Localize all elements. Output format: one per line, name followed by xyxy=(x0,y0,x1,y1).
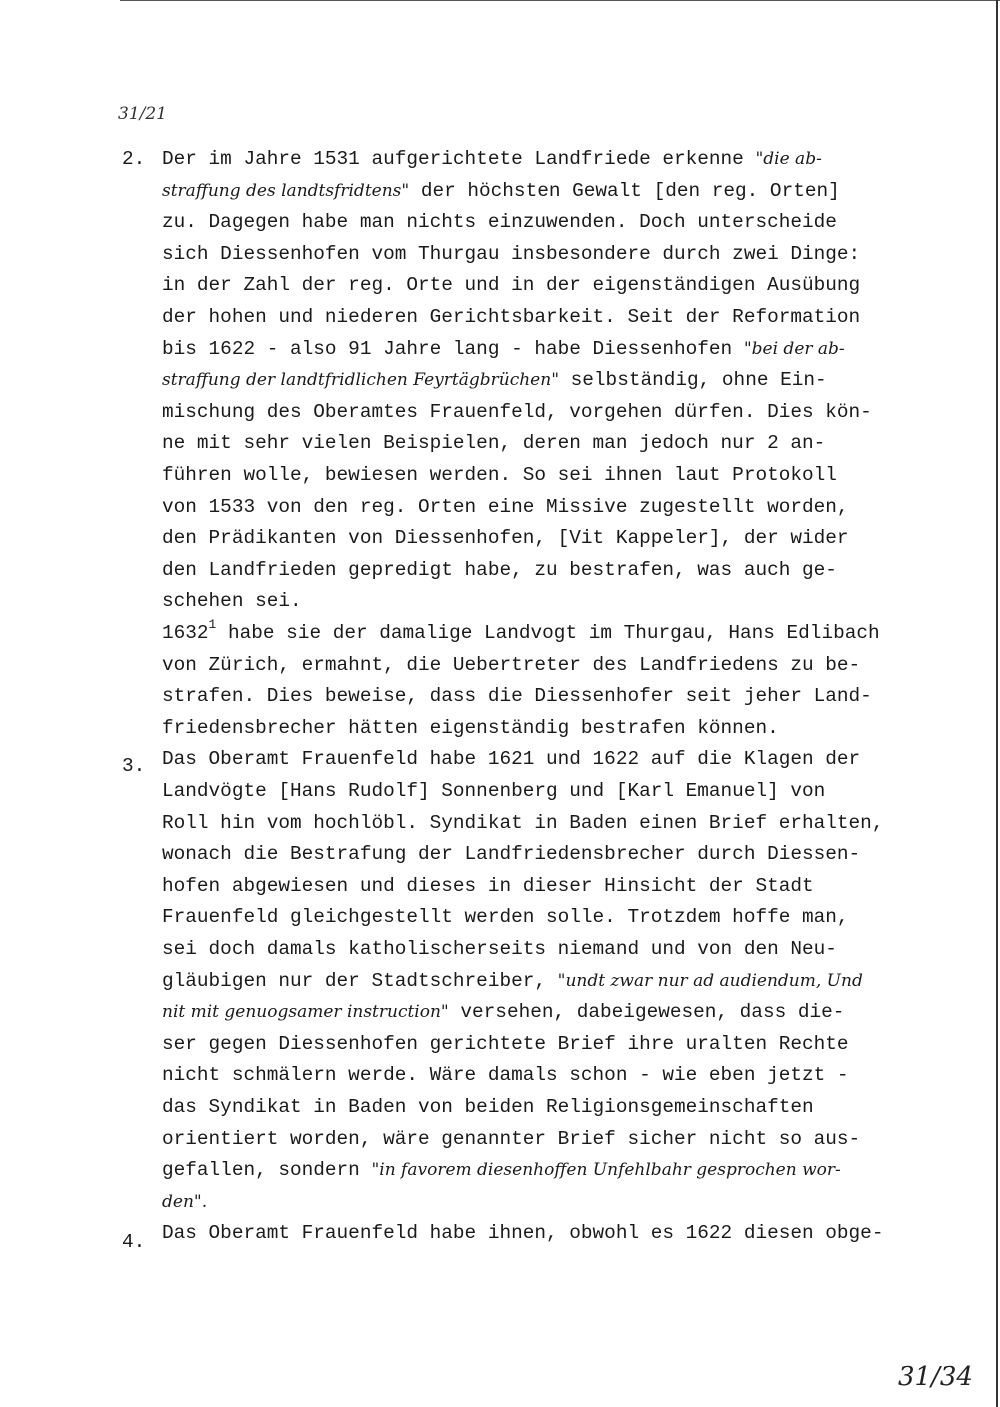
quoted-italic-text: den". xyxy=(162,1191,208,1212)
text-line xyxy=(162,874,814,897)
text-span: habe sie der damalige Landvogt im Thurgau, Hans Edlibach xyxy=(216,622,880,644)
text-line xyxy=(162,242,861,265)
quoted-italic-text: nit mit genuogsamer instruction" xyxy=(162,1002,449,1023)
text-span: Landvögte [Hans Rudolf] Sonnenberg und [Karl Emanuel] von xyxy=(162,780,826,802)
text-line xyxy=(162,1098,814,1117)
text-line xyxy=(162,529,849,548)
text-span: gefallen, sondern xyxy=(162,1159,372,1182)
text-line xyxy=(162,782,825,801)
text-span: ser gegen Diessenhofen gerichtete Brief ihre uralten Rechte xyxy=(162,1032,849,1055)
text-line xyxy=(162,687,872,706)
text-line xyxy=(162,558,837,581)
text-line xyxy=(162,1193,207,1212)
text-span: führen wolle, bewiesen werden. So sei ihnen laut Protokoll xyxy=(162,464,837,486)
text-span: den Landfrieden gepredigt habe, zu bestrafen, was auch ge- xyxy=(162,558,837,581)
text-line xyxy=(162,969,863,992)
text-line xyxy=(162,940,837,959)
text-span: von 1533 von den reg. Orten eine Missive zugestellt worden, xyxy=(162,495,849,518)
scan-border-top xyxy=(120,0,1000,1)
text-line xyxy=(162,845,860,864)
text-span: sei doch damals katholischerseits niemand und von den Neu- xyxy=(162,938,837,960)
text-line xyxy=(162,1224,883,1243)
text-span: Das Oberamt Frauenfeld habe ihnen, obwohl es 1622 diesen obge- xyxy=(162,1222,884,1245)
text-span: Das Oberamt Frauenfeld habe 1621 und 1622 auf die Klagen der xyxy=(162,748,861,771)
text-line xyxy=(162,1032,849,1055)
text-span: der hohen und niederen Gerichtsbarkeit. Seit der Reformation xyxy=(162,306,861,328)
page-reference-top: 31/21 xyxy=(118,104,167,124)
quoted-italic-text: straffung des landtsfridtens" xyxy=(162,180,410,201)
text-span: zu. Dagegen habe man nichts einzuwenden. Doch unterscheide xyxy=(162,211,837,234)
text-span: Frauenfeld gleichgestellt werden solle. Trotzdem hoffe man, xyxy=(162,906,849,929)
text-span: bis 1622 - also 91 Jahre lang - habe Diessenhofen xyxy=(162,337,744,360)
quoted-italic-text: "die ab- xyxy=(755,149,822,169)
text-span: in der Zahl der reg. Orte und in der eigenständigen Ausübung xyxy=(162,274,861,297)
text-span: friedensbrecher hätten eigenständig bestrafen können. xyxy=(162,716,779,739)
quoted-italic-text: "undt zwar nur ad audiendum, Und xyxy=(557,970,863,991)
text-span: den Prädikanten von Diessenhofen, [Vit Kappeler], der wider xyxy=(162,527,849,550)
item-number: 2. xyxy=(122,148,146,170)
text-span: das Syndikat in Baden von beiden Religionsgemeinschaften xyxy=(162,1096,814,1118)
text-span: mischung des Oberamtes Frauenfeld, vorgehen dürfen. Dies kön- xyxy=(162,400,872,423)
text-span: orientiert worden, wäre genannter Brief sicher nicht so aus- xyxy=(162,1127,861,1150)
text-span: sich Diessenhofen vom Thurgau insbesondere durch zwei Dinge: xyxy=(162,242,861,265)
text-line xyxy=(162,653,861,676)
quoted-italic-text: straffung der landtfridlichen Feyrtägbrüchen" xyxy=(162,370,560,391)
scan-border-right xyxy=(996,0,998,1407)
text-line xyxy=(162,908,849,927)
item-number: 4. xyxy=(122,1231,146,1253)
text-span: Der im Jahre 1531 aufgerichtete Landfriede erkenne xyxy=(162,148,756,170)
text-span: gläubigen nur der Stadtschreiber, xyxy=(162,969,558,992)
page-reference-bottom: 31/34 xyxy=(898,1362,973,1392)
text-span: strafen. Dies beweise, dass die Diessenhofer seit jeher Land- xyxy=(162,685,872,708)
text-span: 1632 xyxy=(162,622,209,644)
text-line xyxy=(162,1066,849,1085)
text-line xyxy=(162,213,837,232)
text-line xyxy=(162,811,884,834)
text-span: von Zürich, ermahnt, die Uebertreter des Landfriedens zu be- xyxy=(162,653,861,676)
text-line xyxy=(162,308,860,327)
text-span: versehen, dabeigewesen, dass die- xyxy=(448,1001,845,1024)
text-span: wonach die Bestrafung der Landfriedensbrecher durch Diessen- xyxy=(162,843,861,866)
text-line xyxy=(162,716,779,739)
text-line xyxy=(162,337,845,360)
text-line xyxy=(162,1003,844,1022)
text-line xyxy=(162,276,860,295)
text-span: Roll hin vom hochlöbl. Syndikat in Baden einen Brief erhalten, xyxy=(162,811,884,834)
text-line xyxy=(162,1127,861,1150)
text-line xyxy=(162,400,872,423)
footnote-mark: 1 xyxy=(208,617,217,632)
text-span: nicht schmälern werde. Wäre damals schon - wie eben jetzt - xyxy=(162,1064,849,1087)
text-line xyxy=(162,495,849,518)
text-span: der höchsten Gewalt [den reg. Orten] xyxy=(409,179,840,202)
item-number: 3. xyxy=(122,755,146,777)
text-line xyxy=(162,750,860,769)
text-line xyxy=(162,466,837,485)
text-span: ne mit sehr vielen Beispielen, deren man jedoch nur 2 an- xyxy=(162,432,826,455)
text-span: hofen abgewiesen und dieses in dieser Hinsicht der Stadt xyxy=(162,874,814,897)
text-span: schehen sei. xyxy=(162,590,302,613)
text-line xyxy=(162,592,302,611)
text-line xyxy=(162,371,827,390)
text-line xyxy=(162,434,825,453)
text-line xyxy=(162,1161,841,1180)
quoted-italic-text: "in favorem diesenhoffen Unfehlbahr gesprochen wor- xyxy=(371,1160,841,1181)
text-line xyxy=(162,617,880,644)
quoted-italic-text: "bei der ab- xyxy=(743,338,845,359)
text-span: selbständig, ohne Ein- xyxy=(559,369,827,392)
text-line xyxy=(162,150,822,169)
text-line xyxy=(162,179,840,202)
